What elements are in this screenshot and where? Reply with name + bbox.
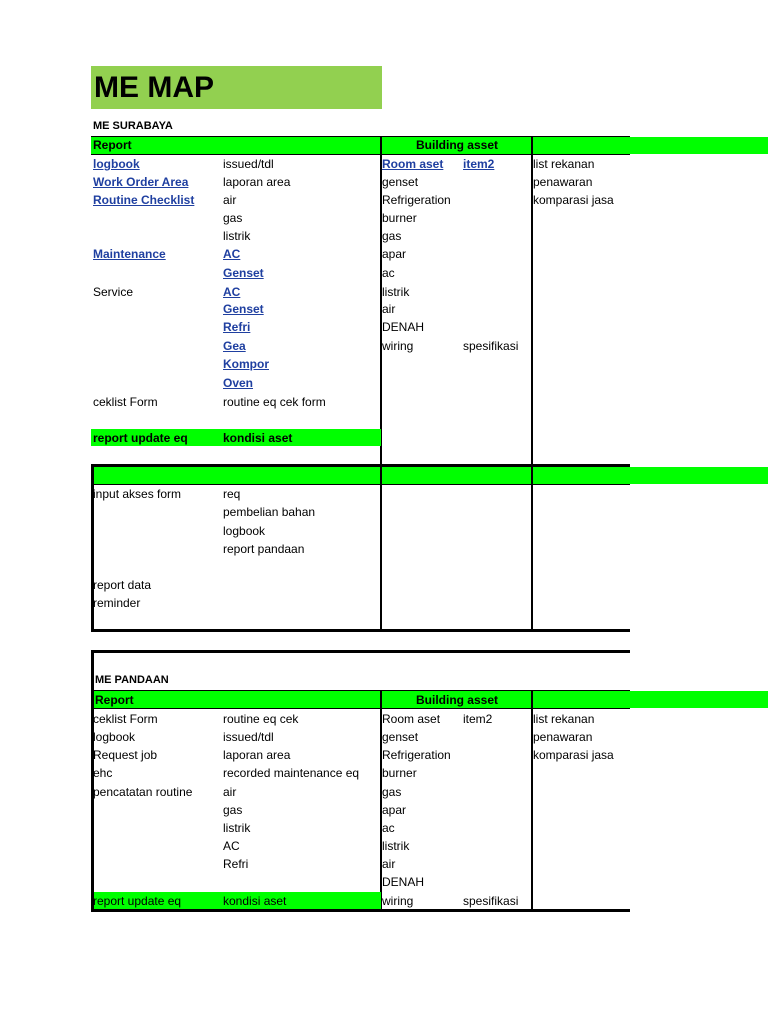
- label-service: Service: [93, 285, 134, 299]
- header-band-report: [94, 691, 381, 708]
- block3-header-divider: [91, 708, 630, 709]
- block2-column-divider-2: [531, 464, 533, 632]
- link-maintenance[interactable]: Maintenance: [93, 247, 166, 261]
- update-value: kondisi aset: [223, 894, 287, 908]
- section-label-surabaya: ME SURABAYA: [93, 120, 173, 132]
- cell-text: report pandaan: [223, 542, 305, 556]
- cell-text: list rekanan: [533, 712, 595, 726]
- cell-text: gas: [223, 803, 243, 817]
- cell-text: pembelian bahan: [223, 505, 316, 519]
- cell-text: logbook: [223, 524, 266, 538]
- block2-column-divider-1: [380, 464, 382, 632]
- link-maintenance-genset[interactable]: Genset: [223, 266, 264, 280]
- cell-text: routine eq cek form: [223, 395, 326, 409]
- block3-border-top: [91, 650, 630, 653]
- cell-text: Room aset: [382, 712, 441, 726]
- block2-header-divider: [91, 484, 630, 485]
- cell-text: ac: [382, 266, 395, 280]
- table-border-top: [91, 136, 630, 137]
- cell-text: laporan area: [223, 748, 291, 762]
- cell-text: pencatatan routine: [93, 785, 193, 799]
- cell-text: recorded maintenance eq: [223, 766, 360, 780]
- cell-text: air: [223, 193, 237, 207]
- update-label: report update eq: [93, 894, 182, 908]
- cell-text: laporan area: [223, 175, 291, 189]
- block2-border-bottom: [91, 629, 630, 632]
- link-service-oven[interactable]: Oven: [223, 376, 254, 390]
- link-logbook[interactable]: logbook: [93, 157, 140, 171]
- cell-text: listrik: [223, 821, 251, 835]
- cell-text: apar: [382, 803, 407, 817]
- cell-text: logbook: [93, 730, 136, 744]
- link-maintenance-ac[interactable]: AC: [223, 247, 241, 261]
- cell-text: Refri: [223, 857, 249, 871]
- link-service-refri[interactable]: Refri: [223, 320, 251, 334]
- cell-text: air: [382, 857, 396, 871]
- cell-text: DENAH: [382, 320, 425, 334]
- cell-text: input akses form: [93, 487, 182, 501]
- cell-text: burner: [382, 766, 417, 780]
- cell-text: list rekanan: [533, 157, 595, 171]
- cell-text: penawaran: [533, 175, 593, 189]
- header-band-extra: [533, 137, 768, 154]
- label-ceklist-form: ceklist Form: [93, 395, 158, 409]
- page-title: ME MAP: [94, 71, 214, 104]
- header-divider: [91, 154, 630, 155]
- header-band-report: [91, 137, 381, 154]
- cell-text: gas: [382, 229, 402, 243]
- cell-text: item2: [463, 712, 493, 726]
- cell-text: wiring: [382, 894, 414, 908]
- cell-text: genset: [382, 175, 419, 189]
- link-service-genset[interactable]: Genset: [223, 302, 264, 316]
- cell-text: DENAH: [382, 875, 425, 889]
- link-room-aset[interactable]: Room aset: [382, 157, 444, 171]
- cell-text: listrik: [223, 229, 251, 243]
- cell-text: genset: [382, 730, 419, 744]
- cell-text: air: [382, 302, 396, 316]
- cell-text: komparasi jasa: [533, 748, 614, 762]
- cell-text: burner: [382, 211, 417, 225]
- header-building-asset: Building asset: [415, 138, 498, 152]
- block2-header-band: [94, 467, 768, 484]
- cell-text: listrik: [382, 839, 410, 853]
- header-band-extra: [533, 691, 768, 708]
- cell-text: apar: [382, 247, 407, 261]
- cell-text: spesifikasi: [463, 894, 519, 908]
- link-routine-checklist[interactable]: Routine Checklist: [93, 193, 195, 207]
- header-report: Report: [93, 138, 132, 152]
- link-service-kompor[interactable]: Kompor: [223, 357, 269, 371]
- header-building-asset: Building asset: [415, 693, 498, 707]
- update-label: report update eq: [93, 431, 188, 445]
- cell-text: issued/tdl: [223, 157, 274, 171]
- cell-text: report data: [93, 578, 152, 592]
- link-service-ac[interactable]: AC: [223, 285, 241, 299]
- cell-text: listrik: [382, 285, 410, 299]
- cell-text: routine eq cek: [223, 712, 299, 726]
- cell-text: req: [223, 487, 241, 501]
- cell-text: wiring: [382, 339, 414, 353]
- cell-text: air: [223, 785, 237, 799]
- header-report: Report: [95, 693, 134, 707]
- link-item2[interactable]: item2: [463, 157, 495, 171]
- update-value: kondisi aset: [223, 431, 293, 445]
- section-label-pandaan: ME PANDAAN: [95, 674, 169, 686]
- cell-text: ehc: [93, 766, 113, 780]
- cell-text: ceklist Form: [93, 712, 158, 726]
- cell-text: reminder: [93, 596, 141, 610]
- cell-text: issued/tdl: [223, 730, 274, 744]
- cell-text: AC: [223, 839, 240, 853]
- block3-border-bottom: [91, 909, 630, 912]
- cell-text: ac: [382, 821, 395, 835]
- cell-text: Refrigeration: [382, 193, 451, 207]
- cell-text: spesifikasi: [463, 339, 519, 353]
- cell-text: Request job: [93, 748, 158, 762]
- cell-text: penawaran: [533, 730, 593, 744]
- cell-text: gas: [223, 211, 243, 225]
- link-service-gea[interactable]: Gea: [223, 339, 246, 353]
- cell-text: komparasi jasa: [533, 193, 614, 207]
- cell-text: gas: [382, 785, 402, 799]
- link-work-order-area[interactable]: Work Order Area: [93, 175, 189, 189]
- cell-text: Refrigeration: [382, 748, 451, 762]
